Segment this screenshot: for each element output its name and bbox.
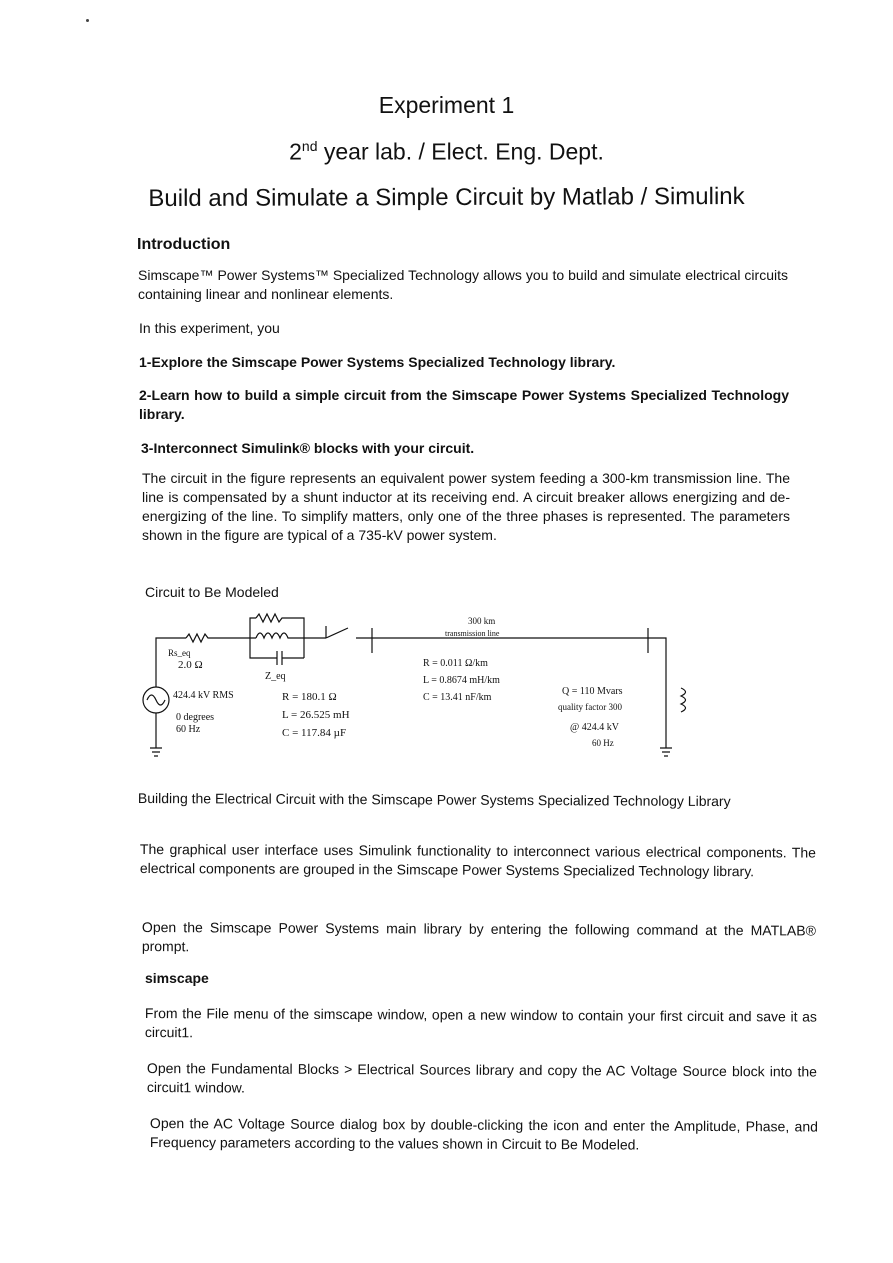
line-length: 300 km bbox=[468, 616, 496, 626]
open-library-instruction: Open the Simscape Power Systems main library by entering the following command at the MATLAB® prompt. bbox=[141, 919, 816, 955]
load-reactive-power: Q = 110 Mvars bbox=[562, 686, 623, 697]
subtitle-text: year lab. / Elect. Eng. Dept. bbox=[317, 138, 604, 165]
simscape-command: simscape bbox=[145, 970, 209, 986]
circuit-diagram bbox=[138, 608, 698, 778]
load-frequency: 60 Hz bbox=[592, 738, 614, 748]
zeq-capacitor-symbol bbox=[266, 651, 304, 665]
experiment-title: Build and Simulate a Simple Circuit by Matlab / Simulink bbox=[148, 182, 745, 213]
experiment-lead-in: In this experiment, you bbox=[139, 320, 280, 336]
page-subtitle bbox=[0, 138, 893, 166]
objective-1: 1-Explore the Simscape Power Systems Specialized Technology library. bbox=[139, 354, 616, 370]
rs-label: Rs_eq bbox=[168, 648, 191, 658]
zeq-inductor-symbol bbox=[256, 633, 304, 638]
shunt-inductor-symbol bbox=[681, 688, 686, 712]
ac-source-wave bbox=[147, 695, 165, 705]
source-voltage: 424.4 kV RMS bbox=[173, 690, 234, 701]
rs-value: 2.0 Ω bbox=[178, 659, 203, 671]
line-capacitance: C = 13.41 nF/km bbox=[423, 692, 492, 703]
zeq-resistance: R = 180.1 Ω bbox=[282, 691, 337, 703]
figure-caption: Circuit to Be Modeled bbox=[145, 584, 279, 600]
intro-paragraph: Simscape™ Power Systems™ Specialized Technology allows you to build and simulate electrical circuits containing linear and nonlinear elements. bbox=[138, 267, 788, 302]
objective-2: 2-Learn how to build a simple circuit from the Simscape Power Systems Specialized Technology library. bbox=[139, 387, 789, 422]
objective-3: 3-Interconnect Simulink® blocks with your circuit. bbox=[141, 440, 475, 456]
line-inductance: L = 0.8674 mH/km bbox=[423, 675, 500, 686]
gui-description: The graphical user interface uses Simulink functionality to interconnect various electrical components. The electrical components are grouped in the Simscape Power Systems Specialized Technology library. bbox=[139, 841, 816, 880]
circuit-description: The circuit in the figure represents an equivalent power system feeding a 300-km transmission line. The line is compensated by a shunt inductor at its receiving end. A circuit breaker allows energizing and de-energizing of the line. To simplify matters, only one of the three phases is represented. The parameters shown in the figure are typical of a 735-kV power system. bbox=[142, 470, 790, 543]
rs-resistor-symbol bbox=[186, 634, 250, 642]
source-phase: 0 degrees bbox=[176, 712, 215, 723]
subtitle-number: 2 bbox=[289, 138, 302, 165]
zeq-capacitance: C = 117.84 µF bbox=[282, 727, 347, 739]
zeq-inductance: L = 26.525 mH bbox=[282, 709, 350, 721]
zeq-label: Z_eq bbox=[265, 671, 286, 682]
source-frequency: 60 Hz bbox=[176, 724, 201, 735]
line-resistance: R = 0.011 Ω/km bbox=[423, 658, 488, 669]
page-title: Experiment 1 bbox=[378, 92, 515, 118]
ground-symbols bbox=[150, 748, 672, 756]
scan-speck bbox=[86, 19, 89, 22]
introduction-heading: Introduction bbox=[137, 236, 231, 253]
load-voltage: @ 424.4 kV bbox=[570, 722, 619, 733]
new-window-instruction: From the File menu of the simscape window, open a new window to contain your first circuit and save it as circuit1. bbox=[144, 1005, 817, 1041]
copy-source-instruction: Open the Fundamental Blocks > Electrical Sources library and copy the AC Voltage Source block into the circuit1 window. bbox=[146, 1060, 817, 1096]
breaker-symbol bbox=[326, 626, 372, 653]
subtitle-superscript: nd bbox=[301, 138, 318, 154]
building-heading-text: Building the Electrical Circuit with the Simscape Power Systems Specialized Technology Library bbox=[137, 790, 731, 810]
line-label: transmission line bbox=[445, 629, 500, 638]
dialog-instruction: Open the AC Voltage Source dialog box by double-clicking the icon and enter the Amplitude, Phase, and Frequency parameters according to the values shown in Circuit to Be Modeled. bbox=[149, 1115, 818, 1153]
load-quality-factor: quality factor 300 bbox=[558, 702, 622, 712]
